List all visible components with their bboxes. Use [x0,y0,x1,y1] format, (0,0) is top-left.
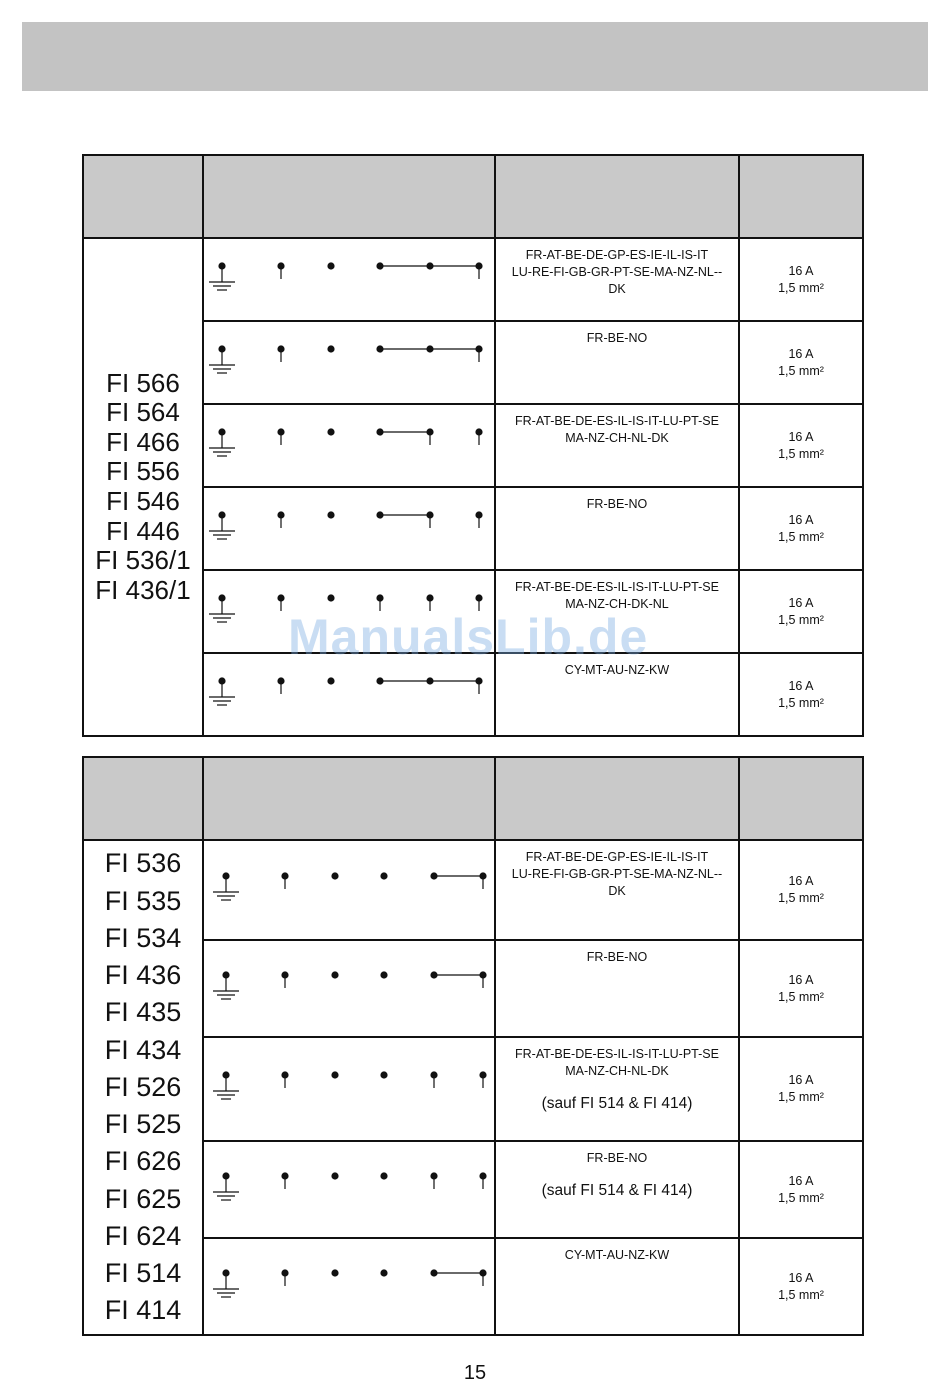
country-list [495,840,739,940]
model-name: FI 514 [104,1258,182,1289]
wiring-diagram [203,238,495,321]
model-name: FI 435 [104,997,182,1028]
country-line: FR-AT-BE-DE-GP-ES-IE-IL-IS-IT [525,850,709,864]
country-line: DK [608,883,626,898]
terminal-block-diagram [204,416,494,476]
country-list [495,1238,739,1335]
country-list [495,1141,739,1238]
terminal-block-diagram [204,860,494,920]
terminal-point [479,1269,486,1286]
current-rating: 16 A [788,678,814,693]
terminal-point [380,1269,387,1276]
model-name: FI 436/1 [95,574,191,605]
terminal-point [281,1269,288,1286]
rating-cell [739,1238,863,1335]
country-list [495,321,739,404]
terminal-point [380,1071,387,1078]
ground-icon [209,349,235,373]
terminal-point [222,971,229,978]
table-row [83,238,863,321]
terminal-block-diagram [204,333,494,393]
terminal-block-diagram [204,499,494,559]
country-list [495,940,739,1037]
rating-cell [739,238,863,321]
terminal-point [327,511,334,518]
wiring-table-2 [82,756,864,1336]
country-list [495,1037,739,1141]
wiring-diagram [203,653,495,736]
wire-section: 1,5 mm² [778,529,824,544]
terminal-point [277,345,284,362]
country-line: CY-MT-AU-NZ-KW [564,1248,670,1262]
wiring-diagram [203,487,495,570]
terminal-point [218,345,225,352]
wiring-diagram [203,404,495,487]
terminal-point [327,677,334,684]
country-line: FR-BE-NO [586,950,648,964]
terminal-point [475,677,482,694]
wire-section: 1,5 mm² [778,363,824,378]
wiring-diagram [203,321,495,404]
model-name: FI 625 [104,1183,182,1214]
model-name: FI 466 [106,426,180,457]
terminal-point [376,594,383,611]
terminal-point [376,262,383,269]
terminal-point [218,677,225,684]
model-list [83,238,203,736]
model-name: FI 534 [104,922,182,953]
model-name: FI 556 [106,456,180,487]
header-cell-rating [739,757,863,840]
terminal-point [430,872,437,879]
model-name: FI 536 [104,848,182,879]
terminal-point [281,1172,288,1189]
terminal-point [281,971,288,988]
country-line: FR-AT-BE-DE-ES-IL-IS-IT-LU-PT-SE [515,580,719,594]
terminal-point [380,971,387,978]
terminal-point [479,872,486,889]
header-cell-model [83,155,203,238]
country-line: LU-RE-FI-GB-GR-PT-SE-MA-NZ-NL-- [511,866,723,881]
country-line: LU-RE-FI-GB-GR-PT-SE-MA-NZ-NL-- [511,264,723,279]
terminal-point [430,1071,437,1088]
terminal-point [475,594,482,611]
terminal-point [430,971,437,978]
terminal-point [426,511,433,528]
wiring-diagram [203,940,495,1037]
terminal-point [277,428,284,445]
terminal-point [430,1269,437,1276]
terminal-point [475,345,482,362]
country-line: FR-AT-BE-DE-ES-IL-IS-IT-LU-PT-SE [515,1047,719,1061]
header-cell-rating [739,155,863,238]
wire-section: 1,5 mm² [778,612,824,627]
rating-cell [739,940,863,1037]
rating-cell [739,487,863,570]
terminal-block-diagram [204,582,494,642]
terminal-point [331,971,338,978]
terminal-point [426,345,433,352]
terminal-point [331,1172,338,1179]
terminal-point [426,262,433,269]
country-list [495,404,739,487]
ground-icon [209,432,235,456]
country-list [495,487,739,570]
wire-section: 1,5 mm² [778,1190,824,1205]
rating-cell [739,840,863,940]
terminal-point [222,1172,229,1179]
terminal-point [479,1071,486,1088]
model-name: FI 626 [104,1146,182,1177]
terminal-point [277,677,284,694]
current-rating: 16 A [788,1270,814,1285]
wiring-table-1 [82,154,864,737]
table-header-row [83,155,863,238]
header-cell-diagram [203,155,495,238]
rating-cell [739,653,863,736]
country-line: MA-NZ-CH-DK-NL [565,596,669,611]
rating-cell [739,404,863,487]
rating-cell [739,1141,863,1238]
page-number: 15 [463,1362,487,1384]
model-name: FI 564 [106,397,180,428]
exception-note: (sauf FI 514 & FI 414) [541,1181,693,1199]
terminal-point [376,428,383,435]
terminal-point [331,1071,338,1078]
model-name: FI 414 [104,1295,182,1326]
terminal-point [277,511,284,528]
model-name: FI 434 [104,1034,182,1065]
country-line: FR-BE-NO [586,497,648,511]
country-list [495,653,739,736]
wiring-diagram [203,1238,495,1335]
wire-section: 1,5 mm² [778,280,824,295]
model-name: FI 535 [104,885,182,916]
country-line: DK [608,281,626,296]
current-rating: 16 A [788,1173,814,1188]
terminal-point [327,428,334,435]
header-cell-model [83,757,203,840]
wire-section: 1,5 mm² [778,446,824,461]
current-rating: 16 A [788,972,814,987]
terminal-point [331,1269,338,1276]
terminal-point [380,1172,387,1179]
terminal-point [218,428,225,435]
terminal-block-diagram [204,250,494,310]
terminal-point [222,1269,229,1276]
terminal-point [281,1071,288,1088]
terminal-point [218,262,225,269]
current-rating: 16 A [788,595,814,610]
terminal-block-diagram [204,1160,494,1220]
current-rating: 16 A [788,1073,814,1088]
terminal-block-diagram [204,1257,494,1317]
terminal-point [277,594,284,611]
terminal-point [376,677,383,684]
terminal-point [475,511,482,528]
country-list [495,570,739,653]
terminal-point [376,511,383,518]
terminal-point [327,262,334,269]
country-line: FR-BE-NO [586,331,648,345]
terminal-point [218,594,225,601]
model-name: FI 566 [106,367,180,398]
terminal-point [426,677,433,684]
model-name: FI 525 [104,1109,182,1140]
exception-note: (sauf FI 514 & FI 414) [541,1094,693,1112]
terminal-point [222,872,229,879]
terminal-point [218,511,225,518]
terminal-point [475,428,482,445]
terminal-point [426,594,433,611]
wiring-diagram [203,1141,495,1238]
current-rating: 16 A [788,263,814,278]
terminal-block-diagram [204,665,494,725]
terminal-point [222,1071,229,1078]
ground-icon [209,266,235,290]
wire-section: 1,5 mm² [778,695,824,710]
header-band [22,22,928,91]
country-line: MA-NZ-CH-NL-DK [565,1063,669,1078]
rating-cell [739,321,863,404]
current-rating: 16 A [788,429,814,444]
model-name: FI 546 [106,486,180,516]
country-line: FR-AT-BE-DE-GP-ES-IE-IL-IS-IT [525,248,709,262]
terminal-point [327,594,334,601]
terminal-point [475,262,482,279]
terminal-point [327,345,334,352]
terminal-block-diagram [204,1059,494,1119]
header-cell-diagram [203,757,495,840]
model-name: FI 624 [104,1220,182,1251]
model-name: FI 526 [104,1071,182,1102]
terminal-block-diagram [204,959,494,1019]
terminal-point [479,971,486,988]
rating-cell [739,570,863,653]
model-list [83,840,203,1335]
wiring-diagram [203,570,495,653]
current-rating: 16 A [788,346,814,361]
country-line: FR-BE-NO [586,1151,648,1165]
model-name: FI 446 [106,515,180,546]
model-name: FI 536/1 [95,545,191,576]
wire-section: 1,5 mm² [778,989,824,1004]
table-header-row [83,757,863,840]
current-rating: 16 A [788,512,814,527]
terminal-point [376,345,383,352]
terminal-point [430,1172,437,1189]
country-line: CY-MT-AU-NZ-KW [564,663,670,677]
terminal-point [281,872,288,889]
header-cell-countries [495,155,739,238]
model-name: FI 436 [104,960,182,991]
table-row [83,840,863,940]
country-line: MA-NZ-CH-NL-DK [565,430,669,445]
wire-section: 1,5 mm² [778,1287,824,1302]
wire-section: 1,5 mm² [778,891,824,905]
terminal-point [479,1172,486,1189]
header-cell-countries [495,757,739,840]
wire-section: 1,5 mm² [778,1090,824,1104]
country-line: FR-AT-BE-DE-ES-IL-IS-IT-LU-PT-SE [515,414,719,428]
country-list [495,238,739,321]
wiring-diagram [203,840,495,940]
terminal-point [277,262,284,279]
terminal-point [426,428,433,445]
terminal-point [380,872,387,879]
current-rating: 16 A [788,874,814,889]
terminal-point [331,872,338,879]
watermark: ManualsLib.de [288,609,649,665]
rating-cell [739,1037,863,1141]
wiring-diagram [203,1037,495,1141]
